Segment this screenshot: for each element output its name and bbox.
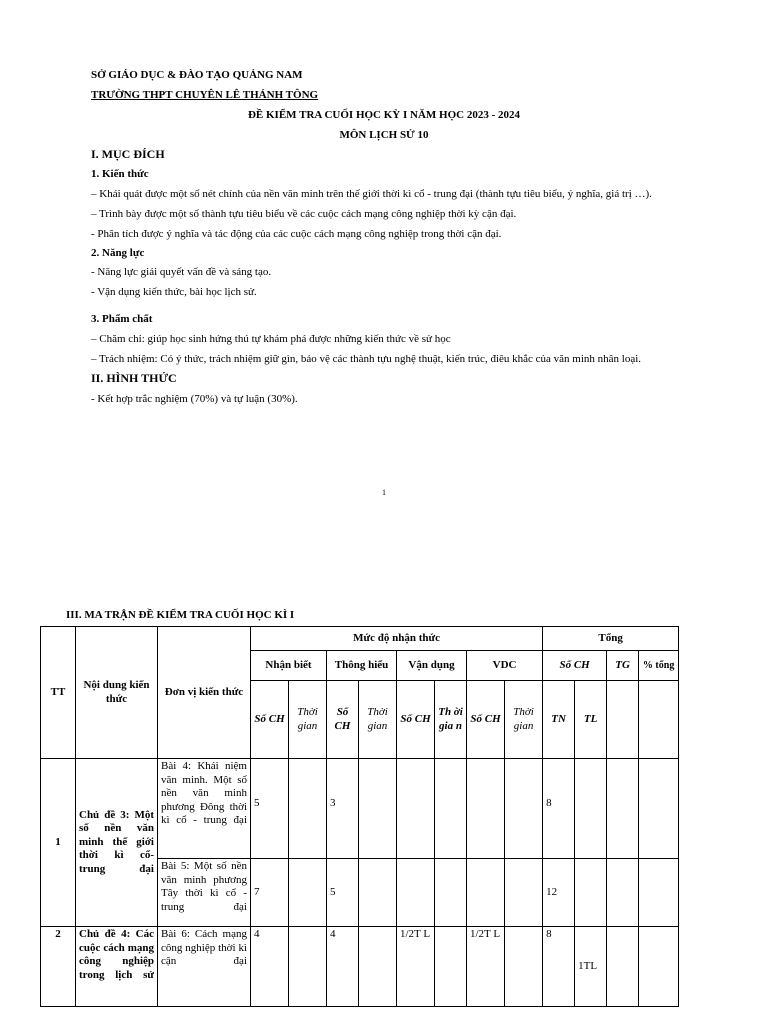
header-row-1 (41, 627, 679, 651)
row-tt: 1 (41, 759, 76, 927)
header-total-questions: Số CH (543, 651, 607, 681)
empty-cell (359, 859, 397, 927)
header-nb-time: Thời gian (289, 681, 327, 759)
exam-title: ĐỀ KIỂM TRA CUỐI HỌC KỲ I NĂM HỌC 2023 - 2024 (247, 109, 521, 121)
knowledge-title: 1. Kiến thức (91, 168, 149, 180)
header-tl: TL (575, 681, 607, 759)
empty-cell (505, 927, 543, 1007)
cell-th-soch: 4 (327, 927, 359, 1007)
empty-cell (607, 927, 639, 1007)
cell-vdc-soch: 1/2T L (467, 927, 505, 1007)
quality-item: – Chăm chỉ: giúp học sinh hứng thú tự khám phá được những kiến thức về sử học (91, 333, 451, 345)
row-topic: Chủ đề 4: Các cuộc cách mạng công nghiệp trong lịch sử (76, 927, 158, 1007)
cell-tn: 8 (543, 759, 575, 859)
empty-cell (435, 859, 467, 927)
header-th-soch: Số CH (327, 681, 359, 759)
empty-cell (639, 681, 679, 759)
header-vdc-soch: Số CH (467, 681, 505, 759)
empty-cell (467, 759, 505, 859)
cell-tn: 12 (543, 859, 575, 927)
knowledge-item: – Trình bày được một số thành tựu tiêu biểu về các cuộc cách mạng công nghiệp thời kỳ cận đại. (91, 208, 517, 220)
header-unit: Đơn vị kiến thức (158, 627, 251, 759)
cell-nb-soch: 5 (251, 759, 289, 859)
quality-title: 3. Phẩm chất (91, 313, 153, 325)
empty-cell (289, 859, 327, 927)
empty-cell (607, 681, 639, 759)
cell-nb-soch: 4 (251, 927, 289, 1007)
header-vdc-time: Thời gian (505, 681, 543, 759)
section-2-heading: II. HÌNH THỨC (91, 371, 177, 385)
header-tn: TN (543, 681, 575, 759)
empty-cell (639, 859, 679, 927)
empty-cell (505, 859, 543, 927)
empty-cell (397, 859, 435, 927)
school-name: TRƯỜNG THPT CHUYÊN LÊ THÁNH TÔNG (91, 89, 319, 101)
header-tg: TG (607, 651, 639, 681)
section-3-heading: III. MA TRẬN ĐỀ KIỂM TRA CUỐI HỌC KÌ I (66, 609, 295, 621)
assessment-matrix-table (40, 626, 679, 1007)
header-nhan-biet: Nhận biết (251, 651, 327, 681)
header-th-time: Thời gian (359, 681, 397, 759)
ability-item: - Vận dụng kiến thức, bài học lịch sử. (91, 286, 257, 298)
ability-item: - Năng lực giải quyết vấn đề và sáng tạo. (91, 266, 272, 278)
empty-cell (359, 759, 397, 859)
header-percent: % tổng (639, 651, 679, 681)
empty-cell (575, 859, 607, 927)
empty-cell (607, 759, 639, 859)
header-van-dung: Vận dụng (397, 651, 467, 681)
section-1-heading: I. MỤC ĐÍCH (91, 147, 165, 161)
format-text: - Kết hợp trắc nghiệm (70%) và tự luận (30%). (91, 393, 298, 405)
knowledge-item: - Phân tích được ý nghĩa và tác động của các cuộc cách mạng công nghiệp trong thời cận đại. (91, 228, 502, 240)
header-vdc: VDC (467, 651, 543, 681)
quality-item: – Trách nhiệm: Có ý thức, trách nhiệm giữ gìn, bảo vệ các thành tựu nghệ thuật, kiến trúc, điêu khắc của văn minh nhân loại. (91, 353, 642, 365)
header-thong-hieu: Thông hiểu (327, 651, 397, 681)
empty-cell (289, 927, 327, 1007)
cell-nb-soch: 7 (251, 859, 289, 927)
empty-cell (435, 927, 467, 1007)
cell-vd-soch: 1/2T L (397, 927, 435, 1007)
ability-title: 2. Năng lực (91, 247, 145, 259)
header-total: Tổng (543, 627, 679, 651)
page-number: 1 (382, 488, 386, 497)
empty-cell (505, 759, 543, 859)
cell-th-soch: 5 (327, 859, 359, 927)
empty-cell (607, 859, 639, 927)
row-unit: Bài 4: Khái niệm văn minh. Một số nền văn minh phương Đông thời kì cổ - trung đại (158, 759, 251, 859)
empty-cell (435, 759, 467, 859)
empty-cell (575, 759, 607, 859)
header-vd-time: Th ời gia n (435, 681, 467, 759)
row-unit: Bài 5: Một số nền văn minh phương Tây thời kì cổ -trung đại (158, 859, 251, 927)
empty-cell (467, 859, 505, 927)
table-row (41, 759, 679, 859)
cell-tl: 1TL (575, 927, 607, 1007)
department-name: SỞ GIÁO DỤC & ĐÀO TẠO QUẢNG NAM (91, 69, 303, 81)
empty-cell (289, 759, 327, 859)
header-nb-soch: Số CH (251, 681, 289, 759)
header-cognitive-level: Mức độ nhận thức (251, 627, 543, 651)
empty-cell (359, 927, 397, 1007)
row-unit: Bài 6: Cách mạng công nghiệp thời kì cận đại (158, 927, 251, 1007)
table-row (41, 927, 679, 1007)
header-vd-soch: Số CH (397, 681, 435, 759)
empty-cell (639, 927, 679, 1007)
row-tt: 2 (41, 927, 76, 1007)
empty-cell (397, 759, 435, 859)
subject-title: MÔN LỊCH SỬ 10 (339, 129, 429, 141)
cell-tn: 8 (543, 927, 575, 1007)
row-topic: Chủ đề 3: Một số nền văn minh thế giới thời kì cổ- trung đại (76, 759, 158, 927)
header-content: Nội dung kiến thức (76, 627, 158, 759)
cell-th-soch: 3 (327, 759, 359, 859)
knowledge-item: – Khái quát được một số nét chính của nền văn minh trên thế giới thời kì cổ - trung đại (thành tựu tiêu biểu, ý nghĩa, giá trị …). (91, 188, 652, 200)
empty-cell (639, 759, 679, 859)
header-tt: TT (41, 627, 76, 759)
